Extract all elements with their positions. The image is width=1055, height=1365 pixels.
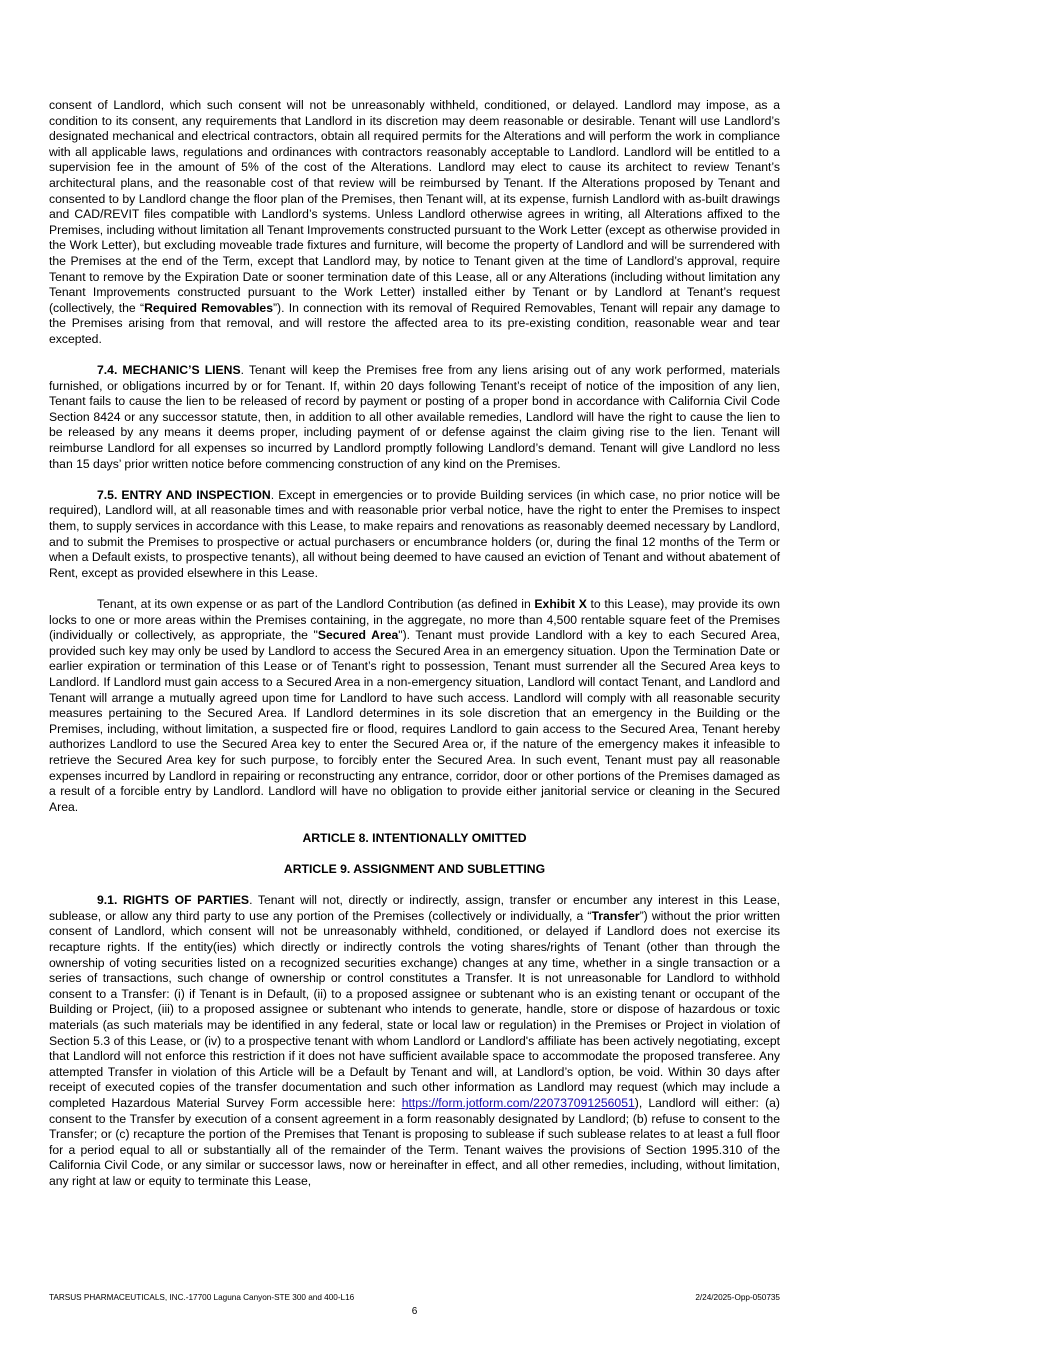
- footer-document-id: TARSUS PHARMACEUTICALS, INC.-17700 Laguna Canyon-STE 300 and 400-L16: [49, 1293, 355, 1302]
- section-heading-7-4: 7.4. MECHANIC’S LIENS: [97, 363, 241, 378]
- article-8-heading: ARTICLE 8. INTENTIONALLY OMITTED: [302, 830, 527, 845]
- section-heading-7-5: 7.5. ENTRY AND INSPECTION: [97, 487, 271, 502]
- section-7-5: 7.5. ENTRY AND INSPECTION. Except in emergencies or to provide Building services (in which case, no prior notice will be required), Landlord will, at all reasonable times and with reasonable prior verbal notice, have the right to enter the Premises to inspect them, to supply services in accordance with this Lease, to make repairs and renovations as reasonably deemed necessary by Landlord, and to submit the Premises to prospective or actual purchasers or encumbrance holders (or, during the final 12 months of the Term or when a Default exists, to prospective tenants), all without being deemed to have caused an eviction of Tenant and without abatement of Rent, except as provided elsewhere in this Lease.: [49, 487, 781, 580]
- page-number: 6: [411, 1306, 418, 1317]
- section-7-4: 7.4. MECHANIC’S LIENS. Tenant will keep the Premises free from any liens arising out of any work performed, materials furnished, or obligations incurred by or for Tenant. If, within 20 days following Tenant’s receipt of notice of the imposition of any lien, Tenant fails to cause the lien to be released of record by payment or posting of a proper bond in accordance with California Civil Code Section 8424 or any successor statute, then, in addition to all other available remedies, Landlord will have the right to cause the lien to be released by any means it deems proper, including payment of or defense against the claim giving rise to the lien. Tenant will reimburse Landlord for all expenses so incurred by Landlord promptly following Landlord’s demand. Tenant will give Landlord no less than 15 days’ prior written notice before commencing construction of any kind on the Premises.: [49, 363, 780, 471]
- document-body: [49, 98, 780, 1205]
- article-9-heading: ARTICLE 9. ASSIGNMENT AND SUBLETTING: [283, 862, 546, 877]
- paragraph-alterations: consent of Landlord, which such consent will not be unreasonably withheld, conditioned, or delayed. Landlord may impose, as a condition to its consent, any requirements that Landlord in its discretion may deem reasonable or desirable. Tenant will use Landlord’s designated mechanical and electrical contractors, obtain all required permits for the Alterations and will perform the work in compliance with all applicable laws, regulations and ordinances with contractors reasonably acceptable to Landlord. Landlord will be entitled to a supervision fee in the amount of 5% of the cost of the Alterations. Landlord may elect to cause its architect to review Tenant’s architectural plans, and the reasonable cost of that review will be reimbursed by Tenant. If the Alterations proposed by Tenant and consented to by Landlord change the floor plan of the Premises, then Tenant will, at its expense, furnish Landlord with as-built drawings and CAD/REVIT files compatible with Landlord’s systems. Unless Landlord otherwise agrees in writing, all Alterations affixed to the Premises, including without limitation all Tenant Improvements constructed pursuant to the Work Letter (except as otherwise provided in the Work Letter), but excluding moveable trade fixtures and furniture, will become the property of Landlord and will be surrendered with the Premises at the end of the Term, except that Landlord may, by notice to Tenant given at the time of Landlord’s approval, require Tenant to remove by the Expiration Date or sooner termination date of this Lease, all or any Alterations (including without limitation any Tenant Improvements constructed pursuant to the Work Letter) installed either by Tenant or by Landlord at Tenant’s request (collectively, the “Required Removables”). In connection with its removal of Required Removables, Tenant will repair any damage to the Premises arising from that removal, and will restore the affected area to its pre-existing condition, reasonable wear and tear excepted.: [49, 98, 780, 346]
- footer-date-code: 2/24/2025-Opp-050735: [695, 1293, 780, 1302]
- section-9-1: 9.1. RIGHTS OF PARTIES. Tenant will not, directly or indirectly, assign, transfer or encumber any interest in this Lease, sublease, or allow any third party to use any portion of the Premises (collectively or individually, a “Transfer”) without the prior written consent of Landlord, which consent will not be unreasonably withheld, conditioned, or delayed if Landlord does not exercise its recapture rights. If the entity(ies) which directly or indirectly controls the voting shares/rights of Tenant (other than through the ownership of voting securities listed on a recognized securities exchange) changes at any time, whether in a single transaction or a series of transactions, such change of ownership or control constitutes a Transfer. It is not unreasonable for Landlord to withhold consent to a Transfer: (i) if Tenant is in Default, (ii) to a proposed assignee or subtenant who is an existing tenant or occupant of the Building or Project, (iii) to a proposed assignee or subtenant who intends to generate, handle, store or dispose of hazardous or toxic materials (as such materials may be identified in any federal, state or local law or regulation) in the Premises or Project in violation of Section 5.3 of this Lease, or (iv) to a prospective tenant with whom Landlord or Landlord's affiliate has been actively negotiating, except that Landlord will not enforce this restriction if it does not have sufficient available space to accommodate the proposed transferee. Any attempted Transfer in violation of this Article will be a Default by Tenant and will, at Landlord’s option, be void. Within 30 days after receipt of executed copies of the transfer documentation and such other information as Landlord may request (which may include a completed Hazardous Material Survey Form accessible here: https://form.jotform.com/220737091256051), Landlord will either: (a) consent to the Transfer by execution of a consent agreement in a form reasonably designated by Landlord; (b) refuse to consent to the Transfer; or (c) recapture the portion of the Premises that Tenant is proposing to sublease if such sublease relates to at least a full floor for a period equal to all or substantially all of the remainder of the Term. Tenant waives the provisions of Section 1995.310 of the California Civil Code, or any similar or successor laws, now or hereinafter in effect, and all other remedies, including, without limitation, any right at law or equity to terminate this Lease,: [49, 893, 781, 1188]
- defined-term-transfer: Transfer: [591, 908, 640, 923]
- defined-term-secured-area: Secured Area: [317, 628, 399, 643]
- section-heading-9-1: 9.1. RIGHTS OF PARTIES: [97, 893, 250, 908]
- defined-term-required-removables: Required Removables: [144, 300, 273, 315]
- hazardous-material-form-link[interactable]: https://form.jotform.com/220737091256051: [401, 1096, 635, 1110]
- paragraph-secured-area: Tenant, at its own expense or as part of the Landlord Contribution (as defined in Exhibit X to this Lease), may provide its own locks to one or more areas within the Premises containing, in the aggregate, no more than 4,500 rentable square feet of the Premises (individually or collectively, as appropriate, the "Secured Area"). Tenant must provide Landlord with a key to each Secured Area, provided such key may only be used by Landlord to access the Secured Area in an emergency situation. Upon the Termination Date or earlier expiration or termination of this Lease or of Tenant’s right to possession, Tenant must surrender all the Secured Area keys to Landlord. If Landlord must gain access to a Secured Area in a non-emergency situation, Landlord will contact Tenant, and Landlord and Tenant will arrange a mutually agreed upon time for Landlord to have such access. Landlord will comply with all reasonable security measures pertaining to the Secured Area. If Landlord determines in its sole discretion that an emergency in the Building or the Premises, including, without limitation, a suspected fire or flood, requires Landlord to gain access to the Secured Area, Tenant hereby authorizes Landlord to use the Secured Area key to enter the Secured Area or, if the nature of the emergency makes it infeasible to retrieve the Secured Area key for such purpose, to forcibly enter the Secured Area. In such event, Tenant must pay all reasonable expenses incurred by Landlord in repairing or reconstructing any entrance, corridor, door or other portions of the Premises damaged as a result of a forcible entry by Landlord. Landlord will have no obligation to provide either janitorial service or cleaning in the Secured Area.: [49, 597, 780, 814]
- exhibit-reference: Exhibit X: [534, 597, 587, 611]
